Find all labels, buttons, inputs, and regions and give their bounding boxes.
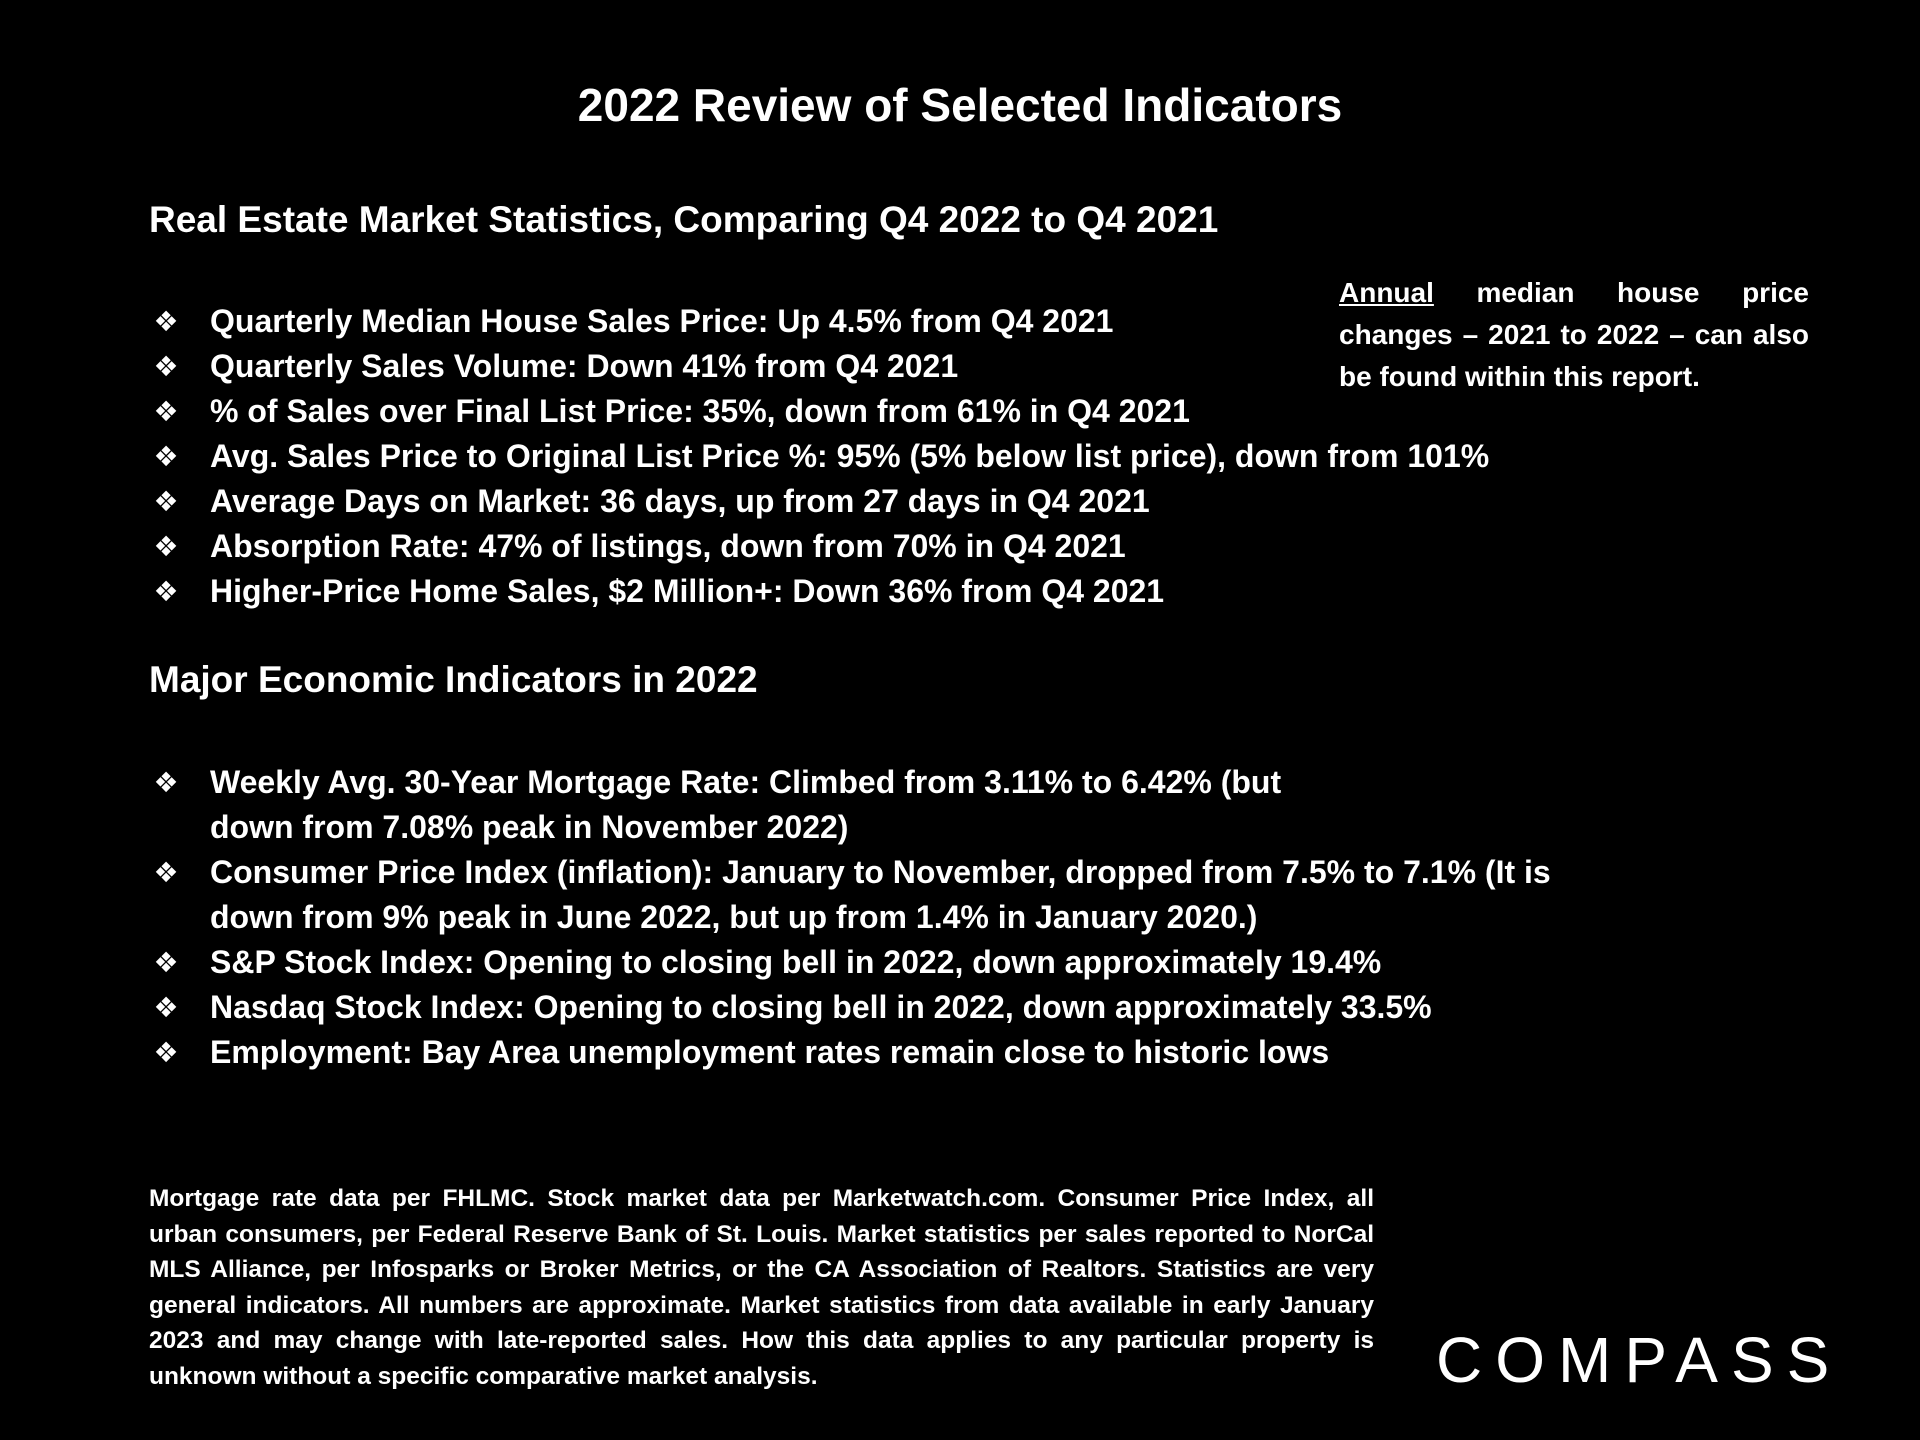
list-item	[149, 940, 1551, 985]
list-item-text: Higher-Price Home Sales, $2 Million+: Down 36% from Q4 2021	[210, 573, 1165, 609]
economic-list	[149, 760, 1551, 1075]
four-diamond-bullet-icon: ❖	[153, 306, 179, 337]
list-item	[149, 299, 1489, 344]
real-estate-heading: Real Estate Market Statistics, Comparing Q4 2022 to Q4 2021	[149, 199, 1219, 240]
list-item	[149, 389, 1489, 434]
list-item	[149, 1030, 1551, 1075]
compass-logo: COMPASS	[1436, 1324, 1843, 1396]
list-item	[149, 434, 1489, 479]
four-diamond-bullet-icon: ❖	[153, 531, 179, 562]
list-item-text: Avg. Sales Price to Original List Price %: 95% (5% below list price), down from 101%	[210, 438, 1490, 474]
page-title: 2022 Review of Selected Indicators	[577, 79, 1343, 131]
side-note	[1339, 272, 1809, 398]
list-item-text-continued: down from 7.08% peak in November 2022)	[210, 809, 849, 845]
four-diamond-bullet-icon: ❖	[153, 857, 179, 888]
list-item-text: Weekly Avg. 30-Year Mortgage Rate: Climbed from 3.11% to 6.42% (but	[210, 764, 1282, 800]
list-item-text: Consumer Price Index (inflation): January to November, dropped from 7.5% to 7.1% (It is	[210, 854, 1551, 890]
list-item-text: Nasdaq Stock Index: Opening to closing bell in 2022, down approximately 33.5%	[210, 989, 1432, 1025]
footnote: Mortgage rate data per FHLMC. Stock market data per Marketwatch.com. Consumer Price Index, all urban consumers, per Federal Reserve Bank of St. Louis. Market statistics per sales reported to NorCal MLS Alliance, per Infosparks or Broker Metrics, or the CA Association of Realtors. Statistics are very general indicators. All numbers are approximate. Market statistics from data available in early January 2023 and may change with late-reported sales. How this data applies to any particular property is unknown without a specific comparative market analysis.	[149, 1185, 1374, 1390]
list-item	[149, 524, 1489, 569]
list-item	[149, 344, 1489, 389]
list-item-text: % of Sales over Final List Price: 35%, down from 61% in Q4 2021	[210, 393, 1190, 429]
four-diamond-bullet-icon: ❖	[153, 1037, 179, 1068]
list-item	[149, 760, 1551, 850]
four-diamond-bullet-icon: ❖	[153, 441, 179, 472]
list-item-text: Quarterly Sales Volume: Down 41% from Q4 2021	[210, 348, 959, 384]
list-item	[149, 850, 1551, 940]
list-item-text: Average Days on Market: 36 days, up from 27 days in Q4 2021	[210, 483, 1150, 519]
side-note-emphasis: Annual	[1339, 277, 1434, 308]
list-item	[149, 569, 1489, 614]
list-item-text-continued: down from 9% peak in June 2022, but up from 1.4% in January 2020.)	[210, 899, 1258, 935]
four-diamond-bullet-icon: ❖	[153, 576, 179, 607]
four-diamond-bullet-icon: ❖	[153, 351, 179, 382]
real-estate-list	[149, 299, 1489, 614]
four-diamond-bullet-icon: ❖	[153, 486, 179, 517]
four-diamond-bullet-icon: ❖	[153, 396, 179, 427]
four-diamond-bullet-icon: ❖	[153, 767, 179, 798]
list-item-text: S&P Stock Index: Opening to closing bell in 2022, down approximately 19.4%	[210, 944, 1382, 980]
four-diamond-bullet-icon: ❖	[153, 947, 179, 978]
four-diamond-bullet-icon: ❖	[153, 992, 179, 1023]
list-item-text: Employment: Bay Area unemployment rates remain close to historic lows	[210, 1034, 1330, 1070]
list-item	[149, 985, 1551, 1030]
list-item-text: Absorption Rate: 47% of listings, down from 70% in Q4 2021	[210, 528, 1126, 564]
economic-heading: Major Economic Indicators in 2022	[149, 659, 758, 700]
side-note-text: median house price changes – 2021 to 2022 – can also be found within this report.	[1339, 277, 1809, 392]
list-item-text: Quarterly Median House Sales Price: Up 4.5% from Q4 2021	[210, 303, 1114, 339]
list-item	[149, 479, 1489, 524]
